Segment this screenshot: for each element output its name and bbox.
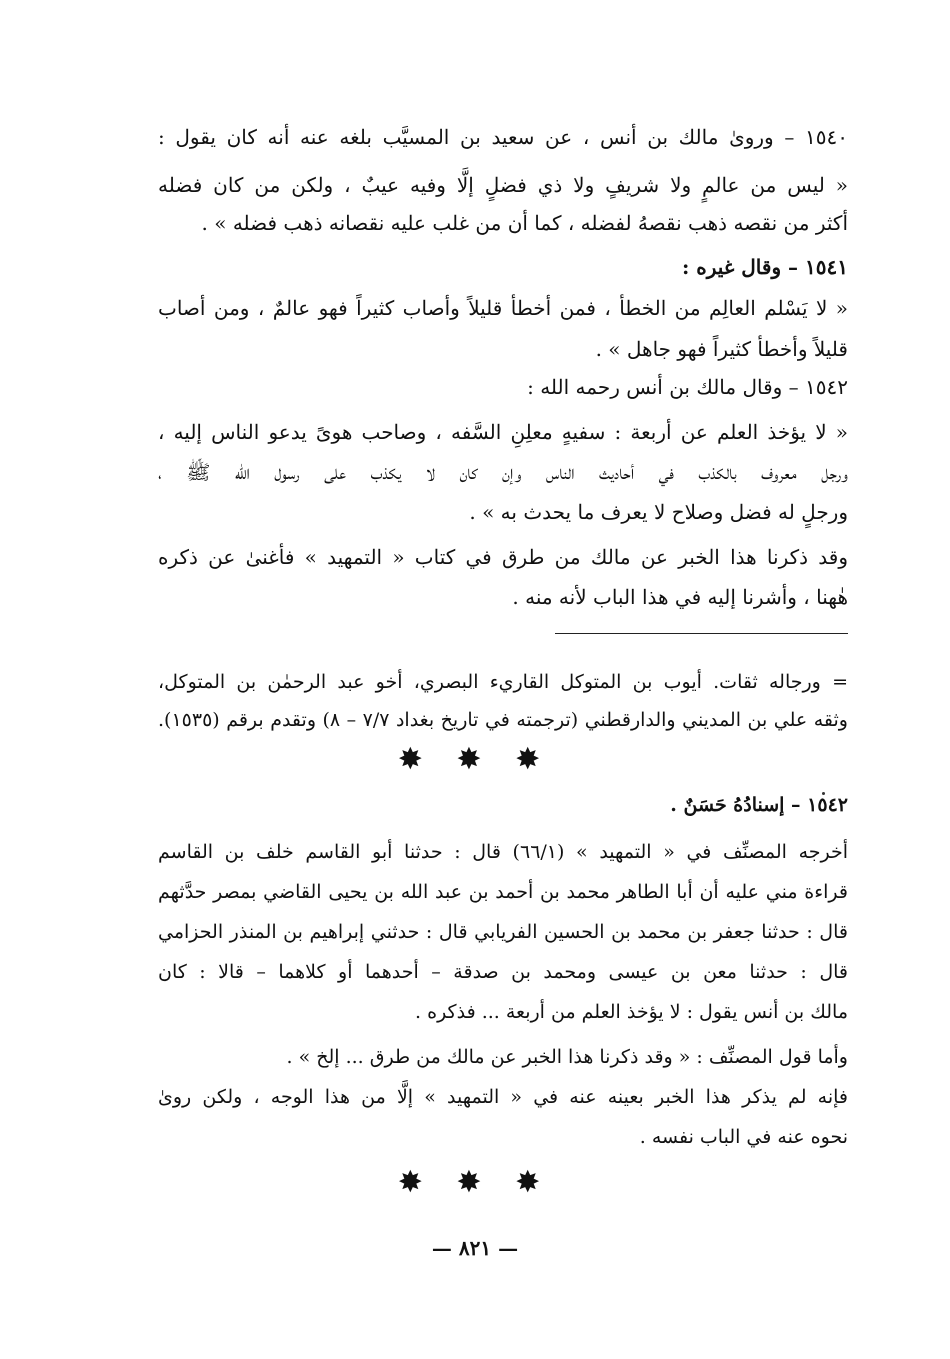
section-separator: ✸ ✸ ✸ [397,742,553,777]
commentary-line: مالك بن أنس يقول : لا يؤخذ العلم من أربعة ... فذكره . [415,1001,848,1023]
section-separator: ✸ ✸ ✸ [397,1165,553,1200]
text-line: ورجلٍ له فضل وصلاح لا يعرف ما يحدث به » . [469,500,848,524]
text-line: قليلاً وأخطأ كثيراً فهو جاهل » . [595,337,848,361]
commentary-heading: ١٥٤٢ – إسنادُهُ حَسَنٌ . [670,794,848,816]
text-line: « لا يَسْلم العالِم من الخطأ ، فمن أخطأ قليلاً وأصاب كثيراً فهو عالمٌ ، ومن أصاب [158,296,848,320]
text-line: وقد ذكرنا هذا الخبر عن مالك من طرق في كتاب « التمهيد » فأغنىٰ عن ذكره [158,545,848,569]
text-line: ١٥٤١ – وقال غيره : [681,255,848,279]
commentary-line: قال : حدثنا جعفر بن محمد بن الحسين الفريابي قال : حدثني إبراهيم بن المنذر الحزامي [158,921,848,943]
text-line: هٰهنا ، وأشرنا إليه في هذا الباب لأنه منه . [512,585,848,609]
footnote-rule [555,633,848,634]
text-line: ١٥٤٢ – وقال مالك بن أنس رحمه الله : [527,375,848,399]
commentary-line: نحوه عنه في الباب نفسه . [639,1126,848,1148]
page-number: — ٨٢١ — [431,1236,519,1260]
text-line: أكثر من نقصه ذهب نقصهُ لفضله ، كما أن من غلب عليه نقصانه ذهب فضله » . [201,211,848,235]
footnote-line: وثقه علي بن المديني والدارقطني (ترجمته في تاريخ بغداد ٧/٧ – ٨) وتقدم برقم (١٥٣٥). [158,709,848,731]
commentary-line: وأما قول المصنِّف : « وقد ذكرنا هذا الخبر عن مالك من طرق ... إلخ » . [286,1046,848,1068]
text-line: ١٥٤٠ – وروىٰ مالك بن أنس ، عن سعيد بن المسيَّب بلغه عنه أنه كان يقول : [158,125,848,149]
text-line: « لا يؤخذ العلم عن أربعة : سفيهٍ معلِنِ السَّفه ، وصاحب هوىً يدعو الناس إليه ، [158,420,848,444]
text-line: ورجل معروف بالكذب في أحاديث الناس وإن كان لا يكذب على رسول الله ﷺ ، [158,460,848,484]
commentary-line: فإنه لم يذكر هذا الخبر بعينه عنه في « التمهيد » إلَّا من هذا الوجه ، ولكن روىٰ [158,1086,848,1108]
commentary-line: قال : حدثنا معن بن عيسى ومحمد بن صدقة – أحدهما أو كلاهما – قالا : كان [158,961,848,983]
commentary-line: أخرجه المصنِّف في « التمهيد » (٦٦/١) قال : حدثنا أبو القاسم خلف بن القاسم [158,841,849,863]
commentary-line: قراءة مني عليه أن أبا الطاهر محمد بن أحمد بن عبد الله بن يحيى القاضي بمصر حدَّثهم [158,881,848,903]
footnote-line: = ورجاله ثقات. أيوب بن المتوكل القاريء البصري، أخو عبد الرحمٰن بن المتوكل، [158,671,848,693]
text-line: « ليس من عالمٍ ولا شريفٍ ولا ذي فضلٍ إلَّا وفيه عيبٌ ، ولكن من كان فضله [158,173,848,197]
